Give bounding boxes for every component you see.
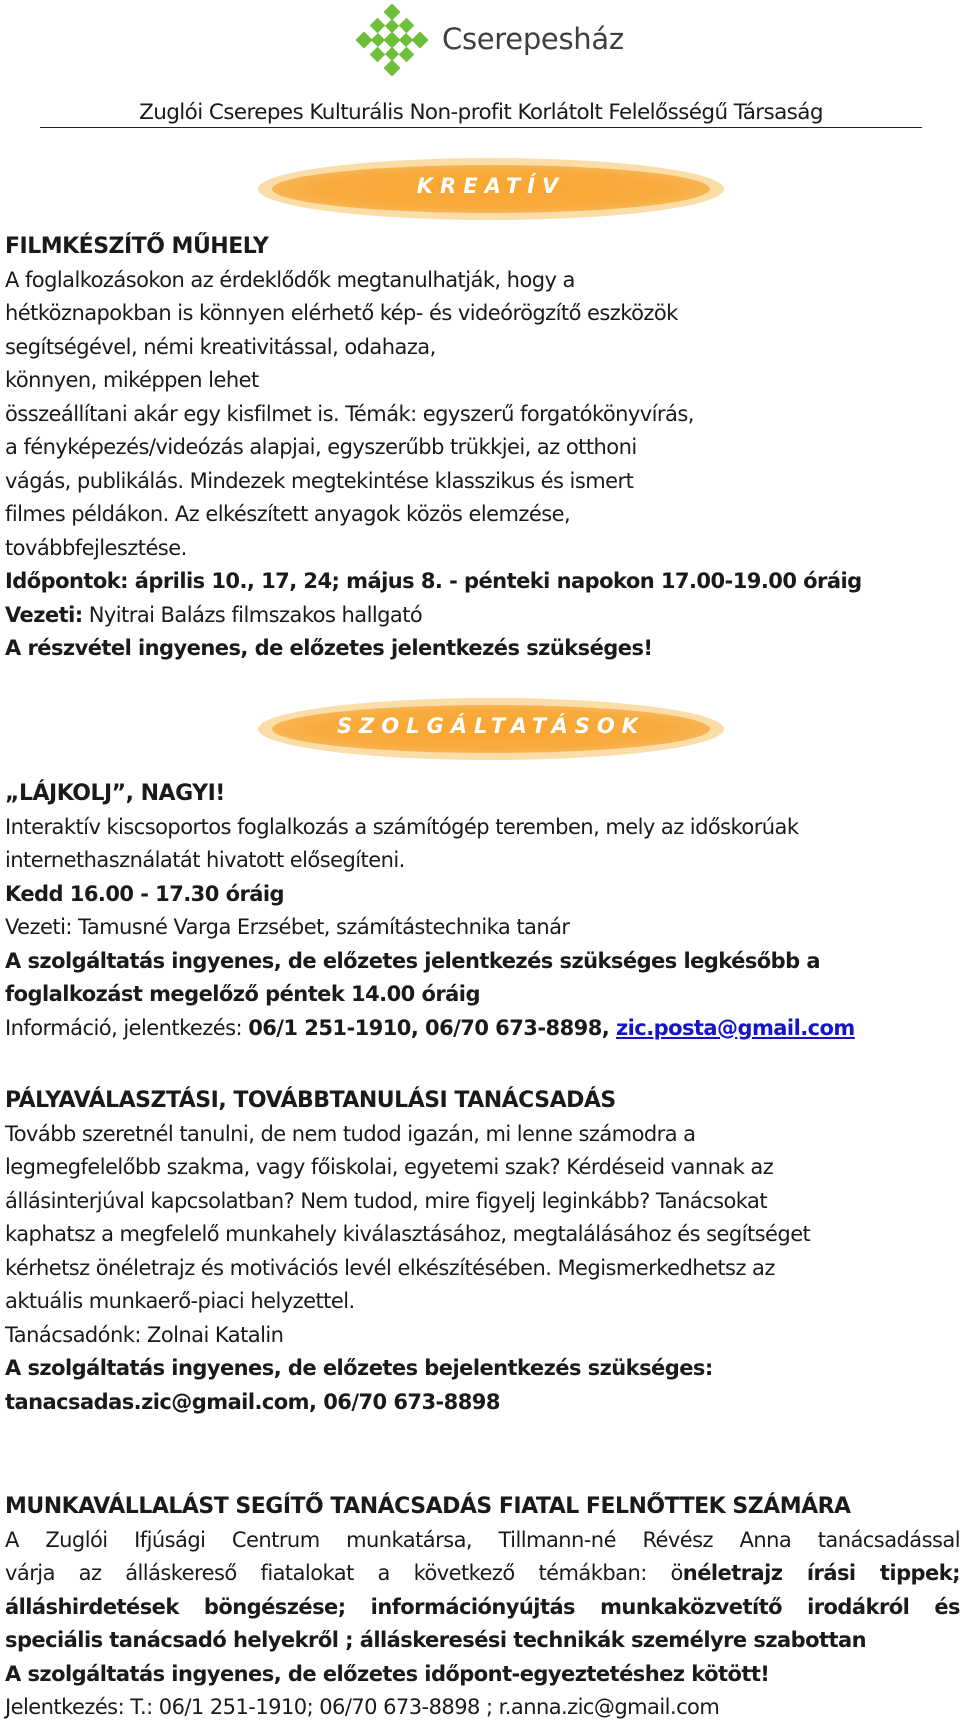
palya-text-line: legmegfelelőbb szakma, vagy főiskolai, egyetemi szak? Kérdéseid vannak az [5, 1155, 774, 1179]
film-section [5, 230, 960, 666]
lajkolj-text-line: Interaktív kiscsoportos foglalkozás a számítógép teremben, mely az időskorúak [5, 814, 799, 839]
munka-contact: Jelentkezés: T.: 06/1 251-1910; 06/70 673-8898 ; r.anna.zic@gmail.com [5, 1695, 720, 1719]
palya-text-line: aktuális munkaerő-piaci helyzettel. [5, 1289, 355, 1313]
palya-advisor: Tanácsadónk: Zolnai Katalin [5, 1322, 284, 1347]
lajkolj-note-line: foglalkozást megelőző péntek 14.00 óráig [5, 982, 480, 1006]
lajkolj-text-line: internethasználatát hivatott elősegíteni. [5, 848, 405, 872]
palya-text-line: kérhetsz önéletrajz és motivációs levél elkészítésében. Megismerkedhetsz az [5, 1255, 775, 1280]
film-text-line: könnyen, miképpen lehet [5, 368, 259, 392]
munka-text-line: álláshirdetések böngészése; információnyújtás munkaközvetítő irodákról és [5, 1594, 960, 1619]
palya-contact: tanacsadas.zic@gmail.com, 06/70 673-8898 [5, 1389, 500, 1414]
palya-title: PÁLYAVÁLASZTÁSI, TOVÁBBTANULÁSI TANÁCSADÁS [5, 1088, 616, 1113]
film-leader-name: Nyitrai Balázs filmszakos hallgató [82, 602, 423, 627]
film-text-line: vágás, publikálás. Mindezek megtekintése klasszikus és ismert [5, 468, 634, 493]
munka-text-line: speciális tanácsadó helyekről ; álláskeresési technikák személyre szabottan [5, 1628, 866, 1652]
munka-section [5, 1490, 960, 1725]
organization-header: Zuglói Cserepes Kulturális Non-profit Korlátolt Felelősségű Társaság [40, 100, 922, 128]
lajkolj-section [5, 777, 960, 1045]
palya-section [5, 1084, 960, 1419]
munka-line2-bold: néletrajz írási tippek; [682, 1561, 960, 1585]
lajkolj-title: „LÁJKOLJ”, NAGYI! [5, 781, 225, 806]
lajkolj-info-phones: 06/1 251-1910, 06/70 673-8898, [248, 1015, 616, 1040]
szolgaltatasok-banner [258, 698, 724, 760]
lajkolj-leader: Vezeti: Tamusné Varga Erzsébet, számítástechnika tanár [5, 915, 570, 939]
lajkolj-note-line: A szolgáltatás ingyenes, de előzetes jelentkezés szükséges legkésőbb a [5, 948, 820, 973]
film-text-line: összeállítani akár egy kisfilmet is. Témák: egyszerű forgatókönyvírás, [5, 401, 694, 426]
logo-brand-text: Cserepesház [442, 22, 624, 56]
film-times: Időpontok: április 10., 17, 24; május 8. - pénteki napokon 17.00-19.00 óráig [5, 569, 862, 593]
munka-text-line: A Zuglói Ifjúsági Centrum munkatársa, Tillmann-né Révész Anna tanácsadással [5, 1527, 960, 1552]
palya-text-line: kaphatsz a megfelelő munkahely kiválasztásához, megtalálásához és segítséget [5, 1222, 811, 1246]
film-text-line: A foglalkozásokon az érdeklődők megtanulhatják, hogy a [5, 267, 575, 292]
munka-note: A szolgáltatás ingyenes, de előzetes időpont-egyeztetéshez kötött! [5, 1661, 770, 1686]
munka-line2-plain: várja az álláskereső fiatalokat a következő témákban: ö [5, 1561, 683, 1585]
palya-note: A szolgáltatás ingyenes, de előzetes bejelentkezés szükséges: [5, 1356, 713, 1380]
kreativ-banner [258, 158, 724, 220]
film-text-line: hétköznapokban is könnyen elérhető kép- és videórögzítő eszközök [5, 301, 678, 325]
kreativ-banner-label: KREATÍV [416, 174, 566, 198]
munka-title: MUNKAVÁLLALÁST SEGÍTŐ TANÁCSADÁS FIATAL FELNŐTTEK SZÁMÁRA [5, 1494, 851, 1519]
palya-text-line: Tovább szeretnél tanulni, de nem tudod igazán, mi lenne számodra a [5, 1121, 696, 1146]
munka-text-line [5, 1557, 960, 1591]
lajkolj-time: Kedd 16.00 - 17.30 óráig [5, 881, 285, 906]
film-leader-label: Vezeti: [5, 602, 83, 627]
lajkolj-info [5, 1012, 960, 1046]
palya-text-line: állásinterjúval kapcsolatban? Nem tudod, mire figyelj leginkább? Tanácsokat [5, 1188, 768, 1213]
lajkolj-info-label: Információ, jelentkezés: [5, 1015, 249, 1040]
film-note: A részvétel ingyenes, de előzetes jelentkezés szükséges! [5, 636, 653, 660]
film-leader [5, 599, 960, 633]
szolgaltatasok-banner-label: SZOLGÁLTATÁSOK [336, 714, 646, 738]
lajkolj-email-link[interactable]: zic.posta@gmail.com [615, 1015, 855, 1040]
cserepeshaz-logo-icon [355, 4, 429, 76]
logo [355, 4, 635, 76]
film-text-line: továbbfejlesztése. [5, 535, 187, 560]
film-text-line: filmes példákon. Az elkészített anyagok közös elemzése, [5, 502, 571, 526]
film-text-line: a fényképezés/videózás alapjai, egyszerűbb trükkjei, az otthoni [5, 435, 637, 459]
film-text-line: segítségével, némi kreativitással, odahaza, [5, 334, 436, 359]
film-title: FILMKÉSZÍTŐ MŰHELY [5, 234, 269, 259]
